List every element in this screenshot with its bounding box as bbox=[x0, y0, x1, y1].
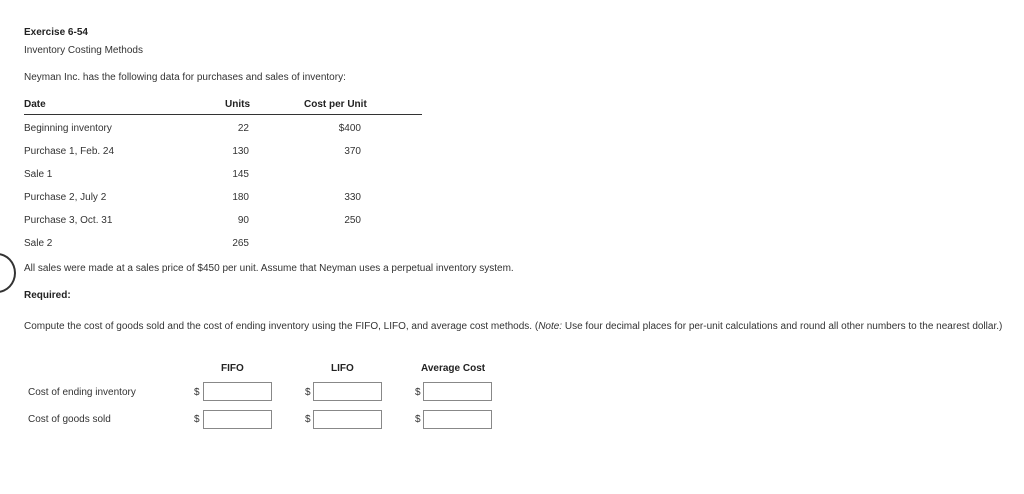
column-header-units: Units bbox=[225, 99, 250, 110]
row-units: 265 bbox=[232, 238, 249, 249]
row-date: Sale 1 bbox=[24, 169, 53, 180]
intro-text: Neyman Inc. has the following data for purchases and sales of inventory: bbox=[24, 72, 346, 83]
row-date: Purchase 3, Oct. 31 bbox=[24, 215, 113, 226]
instructions-note-label: Note: bbox=[538, 321, 563, 332]
row-cost: 370 bbox=[344, 146, 361, 157]
lifo-cogs-input[interactable] bbox=[313, 410, 382, 429]
fifo-ending-inventory-input[interactable] bbox=[203, 382, 272, 401]
row-cost: 330 bbox=[344, 192, 361, 203]
answer-row-label: Cost of ending inventory bbox=[28, 387, 136, 398]
row-date: Purchase 1, Feb. 24 bbox=[24, 146, 115, 157]
answer-row-label: Cost of goods sold bbox=[28, 414, 111, 425]
row-cost: 250 bbox=[344, 215, 361, 226]
exercise-title: Exercise 6-54 bbox=[24, 27, 88, 38]
table-header-divider bbox=[24, 114, 422, 115]
answer-column-average-cost: Average Cost bbox=[421, 363, 486, 374]
answer-column-lifo: LIFO bbox=[331, 363, 354, 374]
row-date: Purchase 2, July 2 bbox=[24, 192, 107, 203]
currency-symbol: $ bbox=[194, 414, 200, 425]
row-units: 145 bbox=[232, 169, 249, 180]
instructions bbox=[24, 318, 1016, 335]
currency-symbol: $ bbox=[305, 414, 311, 425]
lifo-ending-inventory-input[interactable] bbox=[313, 382, 382, 401]
sales-note: All sales were made at a sales price of $450 per unit. Assume that Neyman uses a perpetual inventory system. bbox=[24, 263, 514, 274]
side-marker-circle bbox=[0, 253, 16, 293]
row-cost: $400 bbox=[338, 123, 361, 134]
currency-symbol: $ bbox=[305, 387, 311, 398]
row-date: Sale 2 bbox=[24, 238, 53, 249]
fifo-cogs-input[interactable] bbox=[203, 410, 272, 429]
exercise-subtitle: Inventory Costing Methods bbox=[24, 45, 143, 56]
answer-column-fifo: FIFO bbox=[221, 363, 244, 374]
row-date: Beginning inventory bbox=[24, 123, 112, 134]
required-label: Required: bbox=[24, 290, 71, 301]
column-header-cost: Cost per Unit bbox=[304, 99, 367, 110]
row-units: 130 bbox=[232, 146, 249, 157]
average-ending-inventory-input[interactable] bbox=[423, 382, 492, 401]
instructions-text: Compute the cost of goods sold and the cost of ending inventory using the FIFO, LIFO, and average cost methods. ( bbox=[24, 321, 539, 332]
row-units: 180 bbox=[232, 192, 249, 203]
average-cogs-input[interactable] bbox=[423, 410, 492, 429]
instructions-note-text: Use four decimal places for per-unit calculations and round all other numbers to the nearest dollar.) bbox=[562, 321, 1003, 332]
row-units: 22 bbox=[237, 123, 249, 134]
currency-symbol: $ bbox=[194, 387, 200, 398]
row-units: 90 bbox=[237, 215, 249, 226]
currency-symbol: $ bbox=[415, 387, 421, 398]
currency-symbol: $ bbox=[415, 414, 421, 425]
column-header-date: Date bbox=[24, 99, 46, 110]
